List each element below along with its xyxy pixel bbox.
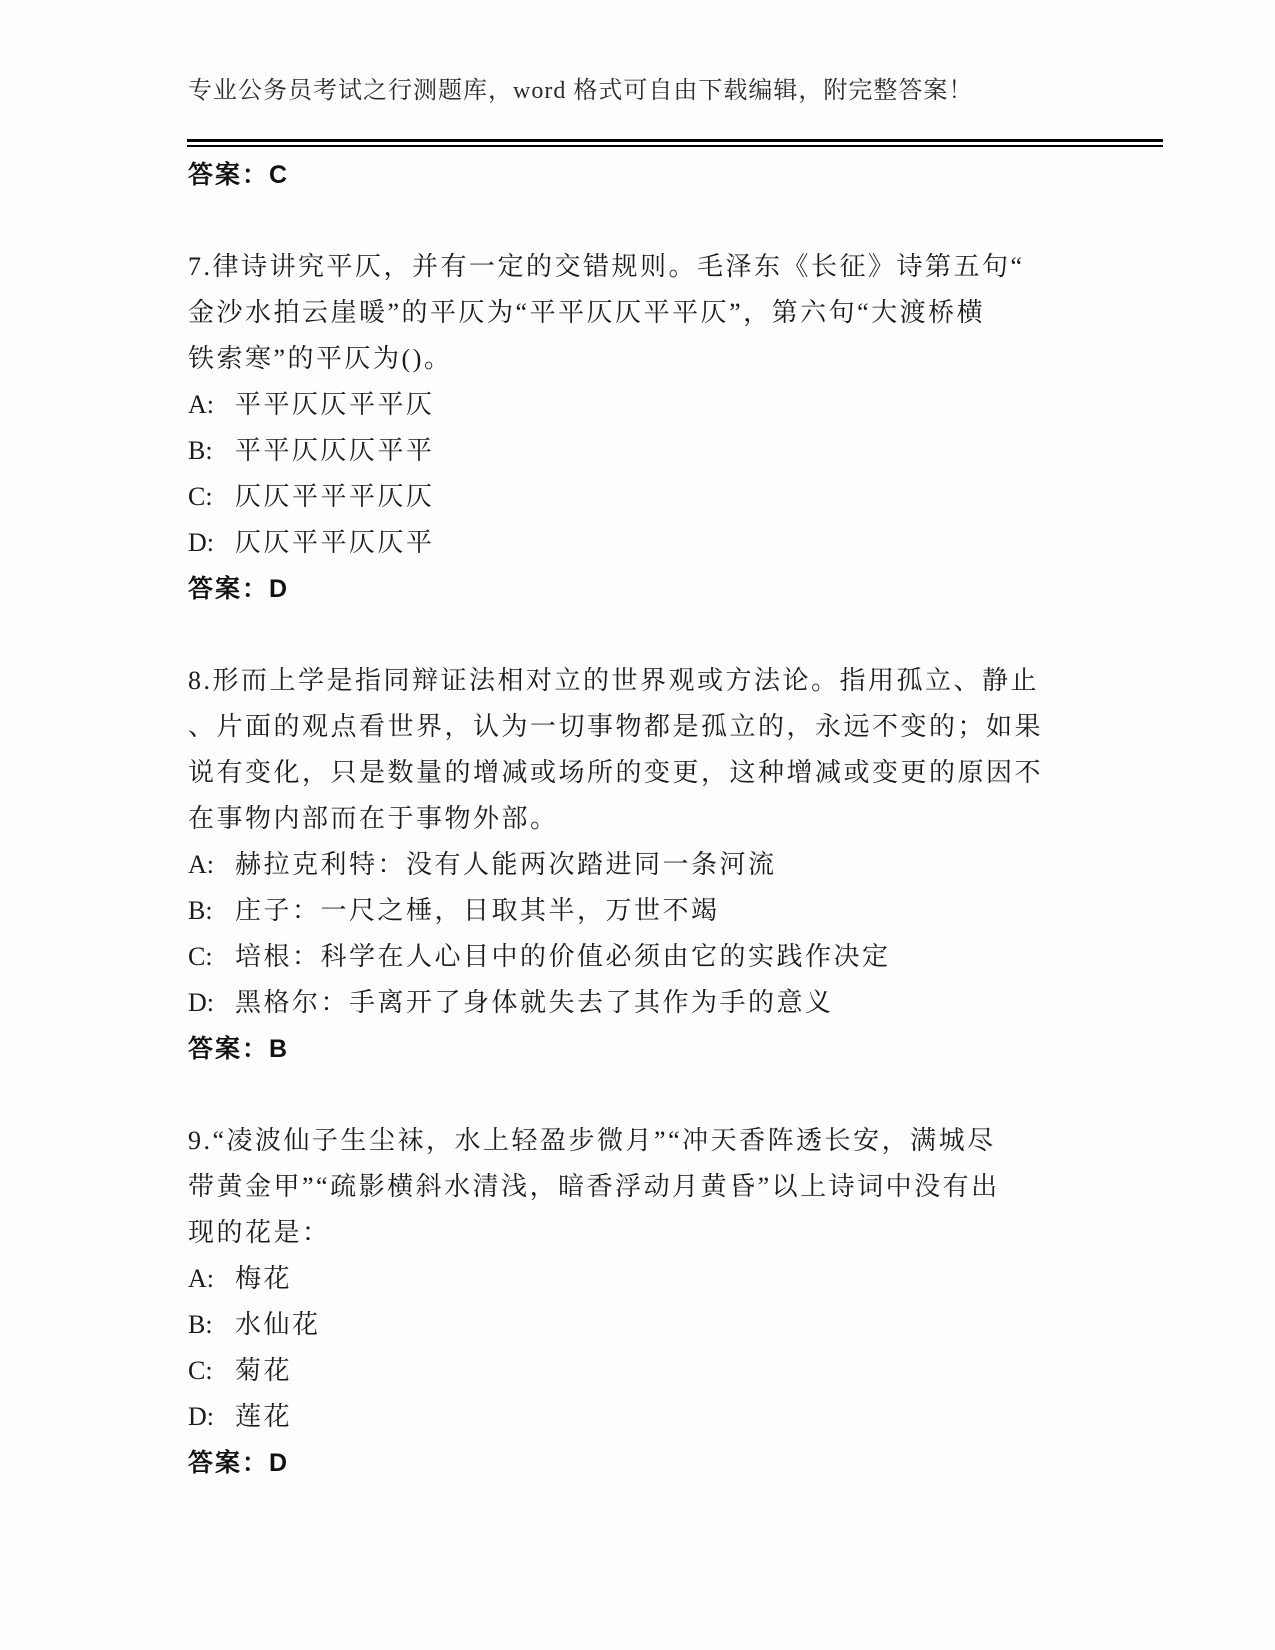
question-7-option-b [188,428,1188,474]
option-label: D: [188,528,214,557]
option-text: 莲花 [235,1402,293,1431]
header-divider-thick-line [187,139,1163,142]
option-text: 黑格尔：手离开了身体就失去了其作为手的意义 [235,988,834,1017]
page-header-text: 专业公务员考试之行测题库，word 格式可自由下载编辑，附完整答案！ [188,78,974,104]
header-divider [187,139,1163,147]
question-8-option-d [188,980,1188,1026]
question-9-option-d [188,1394,1188,1440]
option-text: 培根：科学在人心目中的价值必须由它的实践作决定 [235,942,891,971]
option-label: C: [188,942,213,971]
question-9-text-line-2: 带黄金甲”“疏影横斜水清浅，暗香浮动月黄昏”以上诗词中没有出 [188,1172,1000,1201]
question-8-option-a [188,842,1188,888]
answer-line-q6: 答案：C [188,161,290,189]
option-label: A: [188,390,214,419]
option-label: D: [188,1402,214,1431]
question-9-option-b [188,1302,1188,1348]
option-text: 赫拉克利特：没有人能两次踏进同一条河流 [235,850,777,879]
question-8-option-b [188,888,1188,934]
question-9-option-c [188,1348,1188,1394]
document-content [188,152,1188,1486]
question-7-option-d [188,520,1188,566]
question-7 [188,244,1188,612]
question-9 [188,1118,1188,1486]
option-text: 平平仄仄仄平平 [235,436,435,465]
option-text: 庄子：一尺之棰，日取其半，万世不竭 [235,896,720,925]
question-9-option-a [188,1256,1188,1302]
question-8 [188,658,1188,1072]
option-text: 水仙花 [235,1310,321,1339]
question-9-text-line-1: 9.“凌波仙子生尘袜，水上轻盈步微月”“冲天香阵透长安，满城尽 [188,1126,996,1155]
answer-line-q8: 答案：B [188,1035,290,1063]
option-text: 梅花 [235,1264,293,1293]
option-label: A: [188,850,214,879]
question-8-text-line-4: 在事物内部而在于事物外部。 [188,804,559,833]
question-9-text-line-3: 现的花是： [188,1218,331,1247]
question-8-option-c [188,934,1188,980]
option-label: B: [188,896,213,925]
question-7-option-c [188,474,1188,520]
question-7-text-line-3: 铁索寒”的平仄为()。 [188,344,453,373]
option-text: 菊花 [235,1356,293,1385]
answer-line-q9: 答案：D [188,1449,290,1477]
option-label: B: [188,436,213,465]
option-text: 仄仄平平平仄仄 [235,482,435,511]
option-text: 仄仄平平仄仄平 [235,528,435,557]
question-8-text-line-2: 、片面的观点看世界，认为一切事物都是孤立的，永远不变的；如果 [188,712,1044,741]
question-8-text-line-1: 8.形而上学是指同辩证法相对立的世界观或方法论。指用孤立、静止 [188,666,1040,695]
option-text: 平平仄仄平平仄 [235,390,435,419]
header-divider-thin-line [187,145,1163,147]
question-7-text-line-2: 金沙水拍云崖暖”的平仄为“平平仄仄平平仄”，第六句“大渡桥横 [188,298,986,327]
option-label: D: [188,988,214,1017]
question-7-option-a [188,382,1188,428]
option-label: B: [188,1310,213,1339]
answer-line-q7: 答案：D [188,575,290,603]
question-8-text-line-3: 说有变化，只是数量的增减或场所的变更，这种增减或变更的原因不 [188,758,1044,787]
option-label: A: [188,1264,214,1293]
option-label: C: [188,1356,213,1385]
option-label: C: [188,482,213,511]
question-7-text-line-1: 7.律诗讲究平仄，并有一定的交错规则。毛泽东《长征》诗第五句“ [188,252,1025,281]
